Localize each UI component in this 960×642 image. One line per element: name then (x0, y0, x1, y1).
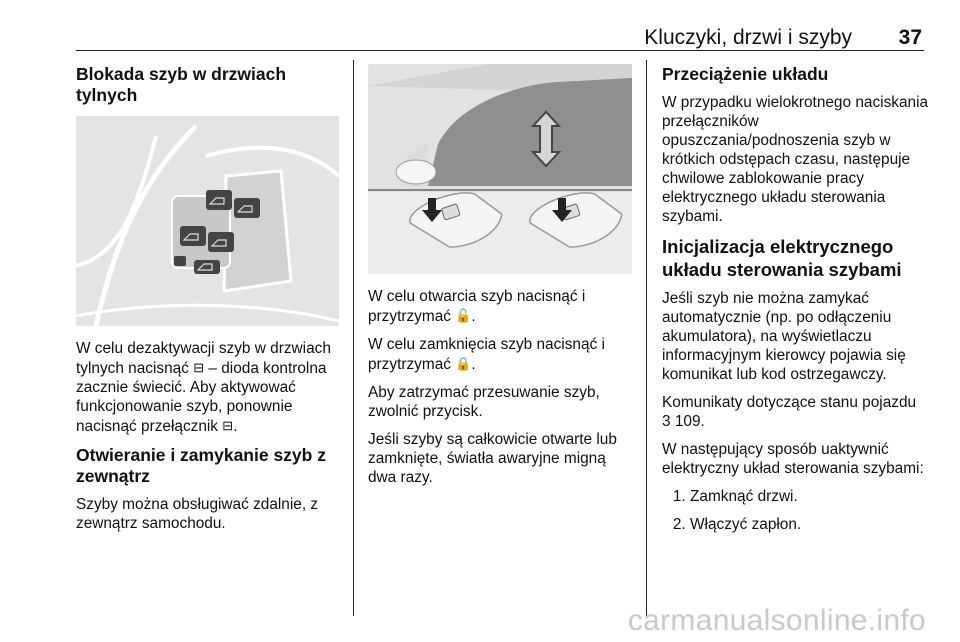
paragraph-activation-steps-intro: W następujący sposób uaktywnić elektryczny układ sterowania szybami: (662, 441, 924, 477)
door-switch-panel-illustration (76, 116, 339, 326)
column-divider-1 (353, 60, 354, 616)
section-heading-rear-window-lock: Blokada szyb w drzwiach tylnych (76, 64, 287, 105)
paragraph-open-windows: W celu otwarcia szyb nacisnąć i przytrzymać 🔓. (368, 288, 586, 325)
list-item: 1. Zamknąć drzwi. (690, 487, 932, 506)
steps-list (662, 487, 932, 534)
column-divider-2 (646, 60, 647, 616)
paragraph-vehicle-messages: Komunikaty dotyczące stanu pojazdu 3 109. (662, 394, 917, 430)
watermark: carmanualsonline.info (627, 604, 926, 637)
child-lock-window-switch-icon: ⊟ (222, 418, 234, 433)
paragraph-overload: W przypadku wielokrotnego naciskania przełączników opuszczania/podnoszenia szyb w krótkich odstępach czasu, następuje chwilowe zablokowanie pracy elektrycznego układu sterowania szybami. (662, 94, 929, 225)
page-reference: 3 109. (662, 413, 705, 430)
column-3 (662, 64, 932, 543)
remote-key-window-illustration (368, 64, 632, 274)
figure-remote-key-windows (368, 64, 632, 274)
list-item: 2. Włączyć zapłon. (690, 515, 932, 534)
page-number: 37 (898, 26, 922, 49)
column-1 (76, 64, 342, 542)
header-rule (76, 50, 924, 51)
section-heading-initialization: Inicjalizacja elektrycznego układu sterowania szybami (662, 236, 902, 280)
column-2 (368, 64, 636, 496)
paragraph-stop-windows: Aby zatrzymać przesuwanie szyb, zwolnić przycisk. (368, 384, 600, 420)
paragraph-hazard-flash: Jeśli szyby są całkowicie otwarte lub zamknięte, światła awaryjne migną dwa razy. (368, 431, 617, 486)
section-heading-overload: Przeciążenie układu (662, 64, 829, 84)
key-lock-icon: 🔒 (455, 356, 472, 371)
paragraph-deactivate-rear-windows: W celu dezaktywacji szyb w drzwiach tylnych nacisnąć ⊟ – dioda kontrolna zacznie świecić. Aby aktywować funkcjonowanie szyb, ponownie nacisnąć przełącznik ⊟. (76, 340, 331, 435)
section-heading-remote-window: Otwieranie i zamykanie szyb z zewnątrz (76, 445, 326, 486)
figure-door-switch-panel (76, 116, 339, 326)
key-unlock-icon: 🔓 (455, 308, 472, 323)
paragraph-close-windows: W celu zamknięcia szyb nacisnąć i przytrzymać 🔒. (368, 336, 605, 373)
child-lock-window-switch-icon: ⊟ (193, 360, 205, 375)
paragraph-initialization: Jeśli szyb nie można zamykać automatycznie (np. po odłączeniu akumulatora), na wyświetlaczu informacyjnym kierowcy pojawia się komunikat lub kod ostrzegawczy. (662, 290, 906, 383)
running-header-title: Kluczyki, drzwi i szyby (644, 26, 852, 49)
paragraph-remote-window: Szyby można obsługiwać zdalnie, z zewnątrz samochodu. (76, 496, 319, 532)
